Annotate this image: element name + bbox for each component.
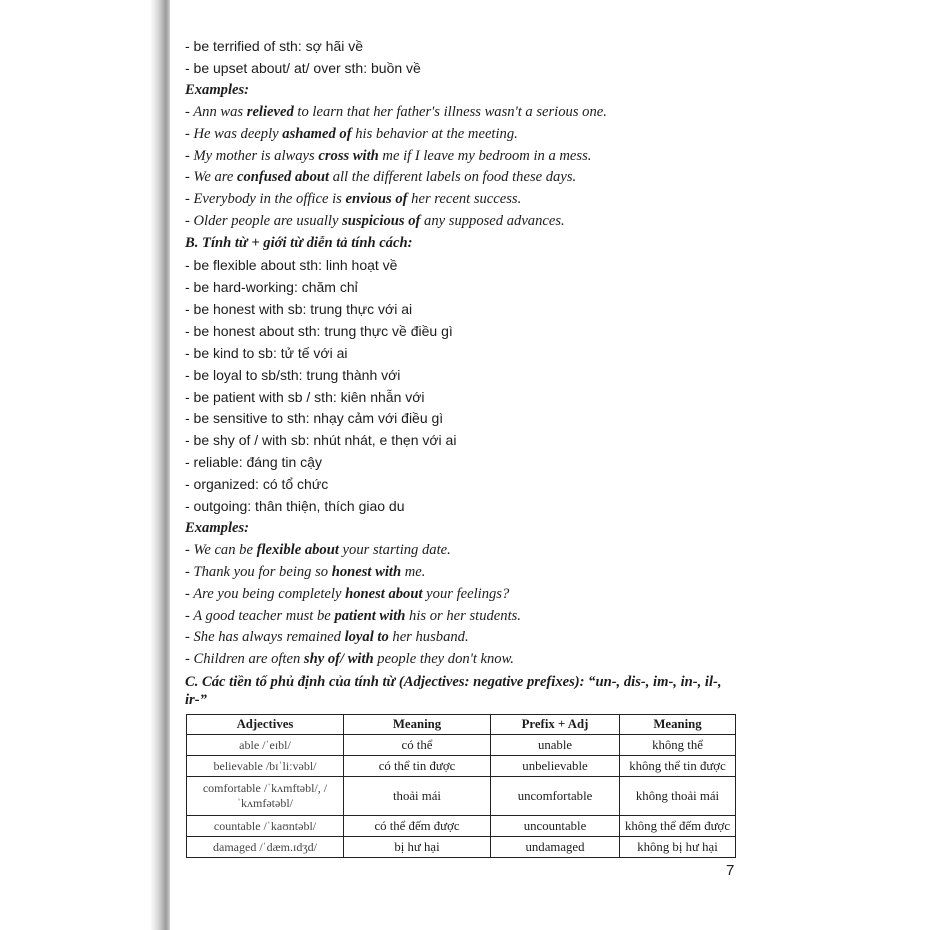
section-c-heading: C. Các tiền tố phủ định của tính từ (Adjectives: negative prefixes): “un-, dis-, im-, in-, il-, ir-” (185, 674, 722, 709)
table-cell: không thể tin được (620, 756, 736, 777)
line-text: - be patient with sb / sth: kiên nhẫn với (185, 388, 425, 405)
line-text: - Everybody in the office is (185, 191, 346, 208)
text-line (185, 277, 745, 299)
emphasis-text: shy of/ with (303, 651, 374, 668)
text-line (185, 167, 745, 189)
text-line (185, 606, 745, 628)
page-content (185, 36, 745, 709)
text-line (185, 189, 745, 211)
table-cell: có thể (344, 735, 491, 756)
header-prefix-adj: Prefix + Adj (491, 715, 620, 735)
line-text: - organized: có tổ chức (185, 476, 329, 493)
table-cell: damaged /ˈdæm.ɪdʒd/ (187, 837, 344, 858)
emphasis-text: confused about (237, 169, 330, 186)
line-text: - outgoing: thân thiện, thích giao du (185, 498, 405, 515)
table-cell: countable /ˈkaʊntəbl/ (187, 816, 344, 837)
line-text: your feelings? (422, 585, 510, 602)
text-line (185, 299, 745, 321)
line-text: - Older people are usually (185, 213, 343, 230)
header-adjectives: Adjectives (187, 715, 344, 735)
emphasis-text: Examples: (185, 519, 250, 536)
table-cell: không thể đếm được (620, 816, 736, 837)
line-text: me. (401, 563, 426, 580)
table-cell: undamaged (491, 837, 620, 858)
line-text: his behavior at the meeting. (351, 125, 518, 142)
text-line (185, 430, 745, 452)
text-line (185, 146, 745, 168)
text-line (185, 255, 745, 277)
emphasis-text: ashamed of (282, 125, 352, 142)
line-text: - He was deeply (185, 125, 283, 142)
line-text: - reliable: đáng tin cậy (185, 454, 322, 471)
text-line (185, 540, 745, 562)
emphasis-text: B. Tính từ + giới từ diễn tả tính cách: (185, 235, 413, 252)
table-header-row (187, 715, 736, 735)
text-line (185, 387, 745, 409)
table-cell: able /ˈeɪbl/ (187, 735, 344, 756)
table-cell: không bị hư hại (620, 837, 736, 858)
line-text: - be shy of / with sb: nhút nhát, e thẹn với ai (185, 432, 457, 449)
header-meaning-negative: Meaning (620, 715, 736, 735)
emphasis-text: Examples: (185, 81, 250, 98)
page-binding-shadow (0, 0, 170, 930)
line-text: all the different labels on food these days. (329, 169, 577, 186)
table-cell: có thể tin được (344, 756, 491, 777)
line-text: - be flexible about sth: linh hoạt về (185, 257, 398, 274)
text-line (185, 58, 745, 80)
text-line (185, 584, 745, 606)
text-line (185, 627, 745, 649)
adjectives-table (186, 714, 736, 858)
table-row (187, 756, 736, 777)
table-cell: believable /bɪˈliːvəbl/ (187, 756, 344, 777)
line-text: - be hard-working: chăm chỉ (185, 278, 358, 295)
line-text: - be honest about sth: trung thực về điều gì (185, 322, 453, 339)
line-text: - be honest with sb: trung thực với ai (185, 300, 413, 317)
text-line (185, 496, 745, 518)
table-row (187, 777, 736, 816)
table-cell: uncountable (491, 816, 620, 837)
table-cell: không thoải mái (620, 777, 736, 816)
table-cell: bị hư hại (344, 837, 491, 858)
emphasis-text: suspicious of (342, 213, 421, 230)
line-text: any supposed advances. (420, 213, 565, 230)
text-line (185, 452, 745, 474)
line-text: - be upset about/ at/ over sth: buồn về (185, 59, 421, 76)
text-line (185, 365, 745, 387)
emphasis-text: flexible about (256, 541, 339, 558)
text-line (185, 211, 745, 233)
line-text: - A good teacher must be (185, 607, 335, 624)
line-text: - be kind to sb: tử tế với ai (185, 344, 348, 361)
line-text: her husband. (388, 629, 469, 646)
text-line (185, 321, 745, 343)
text-line (185, 102, 745, 124)
table-cell: unable (491, 735, 620, 756)
line-text: - be loyal to sb/sth: trung thành với (185, 366, 401, 383)
table-cell: không thể (620, 735, 736, 756)
line-text: - be sensitive to sth: nhạy cảm với điều gì (185, 410, 444, 427)
text-line (185, 518, 745, 540)
line-text: - Ann was (185, 103, 247, 120)
emphasis-text: cross with (318, 147, 379, 164)
emphasis-text: envious of (345, 191, 408, 208)
table-cell: comfortable /ˈkʌmftəbl/, /ˈkʌmfətəbl/ (187, 777, 344, 816)
header-meaning: Meaning (344, 715, 491, 735)
emphasis-text: relieved (246, 103, 294, 120)
text-line (185, 474, 745, 496)
text-line (185, 562, 745, 584)
emphasis-text: honest with (331, 563, 402, 580)
line-text: - Children are often (185, 651, 304, 668)
line-text: - We are (185, 169, 238, 186)
line-text: - be terrified of sth: sợ hãi về (185, 38, 364, 54)
text-line (185, 80, 745, 102)
text-line (185, 408, 745, 430)
emphasis-text: loyal to (344, 629, 389, 646)
text-line (185, 649, 745, 671)
line-text: - We can be (185, 541, 257, 558)
line-text: - Are you being completely (185, 585, 346, 602)
line-text: me if I leave my bedroom in a mess. (378, 147, 592, 164)
line-text: his or her students. (405, 607, 521, 624)
line-text: people they don't know. (373, 651, 514, 668)
text-line (185, 343, 745, 365)
table-cell: uncomfortable (491, 777, 620, 816)
page-number: 7 (726, 862, 735, 879)
line-text: her recent success. (407, 191, 522, 208)
text-line (185, 124, 745, 146)
line-text: - My mother is always (185, 147, 319, 164)
line-text: your starting date. (338, 541, 451, 558)
emphasis-text: patient with (334, 607, 406, 624)
table-cell: unbelievable (491, 756, 620, 777)
table-cell: có thể đếm được (344, 816, 491, 837)
text-line (185, 233, 745, 255)
table-row (187, 837, 736, 858)
emphasis-text: honest about (345, 585, 423, 602)
line-text: - She has always remained (185, 629, 345, 646)
text-line (185, 36, 745, 58)
table-row (187, 816, 736, 837)
line-text: - Thank you for being so (185, 563, 332, 580)
line-text: to learn that her father's illness wasn't a serious one. (293, 103, 607, 120)
table-cell: thoải mái (344, 777, 491, 816)
table-row (187, 735, 736, 756)
